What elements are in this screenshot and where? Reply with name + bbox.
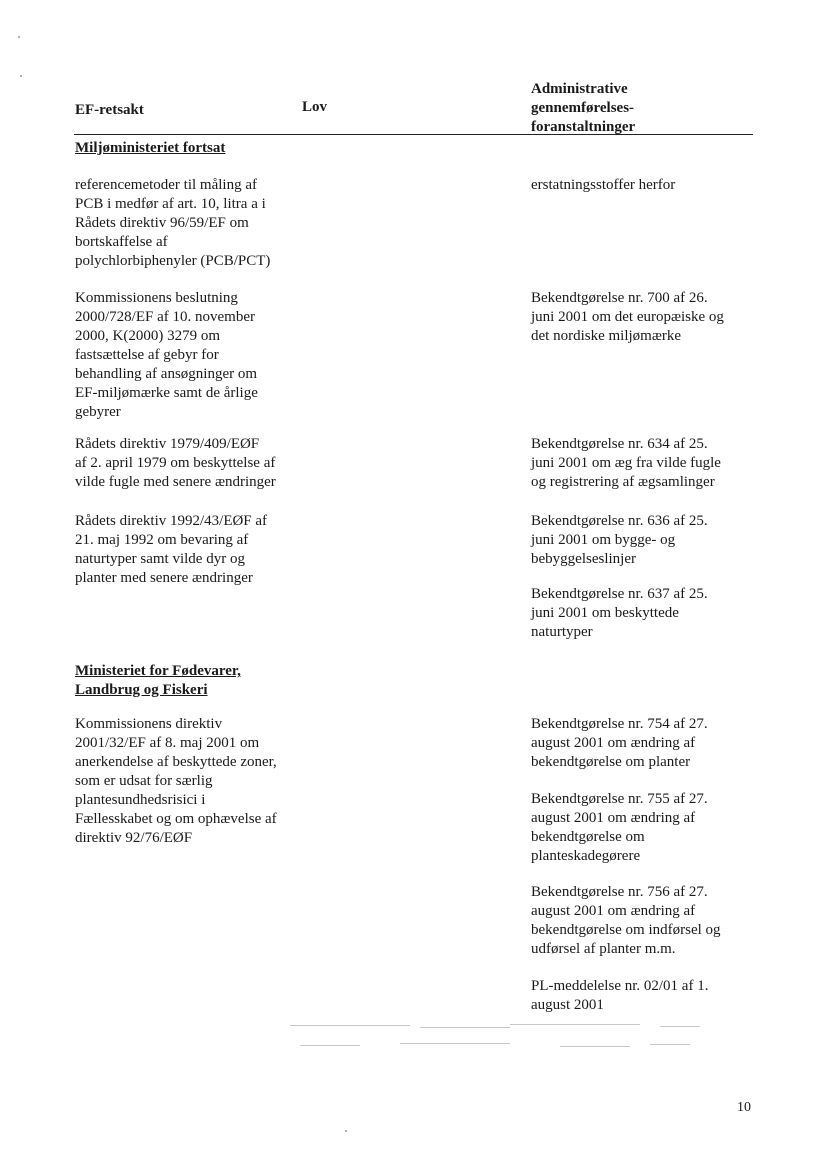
admin-measure-entry — [531, 977, 753, 1015]
text-line: Bekendtgørelse nr. 756 af 27. — [531, 884, 708, 900]
text-line: august 2001 om ændring af — [531, 810, 696, 826]
text-line: polychlorbiphenyler (PCB/PCT) — [75, 253, 271, 269]
admin-measure-entry — [531, 176, 753, 195]
scan-noise — [300, 1045, 360, 1046]
text-line: direktiv 92/76/EØF — [75, 830, 193, 846]
text-line: 2001/32/EF af 8. maj 2001 om — [75, 735, 260, 751]
text-line: Kommissionens direktiv — [75, 716, 223, 732]
text-line: naturtyper samt vilde dyr og — [75, 551, 245, 567]
text-line: naturtyper — [531, 624, 593, 640]
text-line: gebyrer — [75, 404, 121, 420]
text-line: plantesundhedsrisici i — [75, 792, 206, 808]
text-line: EF-miljømærke samt de årlige — [75, 385, 258, 401]
text-line: Rådets direktiv 96/59/EF om — [75, 215, 249, 231]
text-line: august 2001 om ændring af — [531, 735, 696, 751]
scan-noise — [400, 1043, 510, 1044]
text-line: Bekendtgørelse nr. 634 af 25. — [531, 436, 708, 452]
text-line: bekendtgørelse om planter — [531, 754, 691, 770]
section-title-fodevarer — [75, 662, 315, 700]
ef-act-entry — [75, 512, 315, 588]
ef-act-entry — [75, 435, 315, 492]
text-line: udførsel af planter m.m. — [531, 941, 676, 957]
header-col-administrative — [531, 80, 753, 137]
admin-measure-entry — [531, 585, 753, 642]
admin-measure-entry — [531, 790, 753, 866]
text-line: vilde fugle med senere ændringer — [75, 474, 276, 490]
text-line: planter med senere ændringer — [75, 570, 253, 586]
text-line: juni 2001 om bygge- og — [531, 532, 676, 548]
text-line: PL-meddelelse nr. 02/01 af 1. — [531, 978, 709, 994]
text-line: Rådets direktiv 1992/43/EØF af — [75, 513, 268, 529]
scan-noise — [420, 1027, 510, 1028]
text-line: referencemetoder til måling af — [75, 177, 257, 193]
section-title-miljoministeriet: Miljøministeriet fortsat — [75, 140, 226, 156]
text-line: bekendtgørelse om — [531, 829, 645, 845]
header-rule — [74, 134, 753, 135]
admin-measure-entry — [531, 435, 753, 492]
text-line: som er udsat for særlig — [75, 773, 213, 789]
scan-noise — [650, 1044, 690, 1045]
text-line: Bekendtgørelse nr. 637 af 25. — [531, 586, 708, 602]
admin-measure-entry — [531, 512, 753, 569]
text-line: juni 2001 om det europæiske og — [531, 309, 724, 325]
section-title-line: Landbrug og Fiskeri — [75, 682, 208, 698]
text-line: bortskaffelse af — [75, 234, 168, 250]
text-line: august 2001 — [531, 997, 604, 1013]
text-line: anerkendelse af beskyttede zoner, — [75, 754, 277, 770]
admin-measure-entry — [531, 289, 753, 346]
text-line: Bekendtgørelse nr. 636 af 25. — [531, 513, 708, 529]
header-col-lov: Lov — [302, 99, 328, 115]
ef-act-entry — [75, 289, 315, 422]
admin-measure-entry — [531, 883, 753, 959]
header-col3-line: Administrative — [531, 81, 628, 97]
text-line: 2000/728/EF af 10. november — [75, 309, 255, 325]
header-col3-line: foranstaltninger — [531, 119, 636, 135]
text-line: behandling af ansøgninger om — [75, 366, 258, 382]
text-line: Bekendtgørelse nr. 700 af 26. — [531, 290, 708, 306]
text-line: det nordiske miljømærke — [531, 328, 681, 344]
text-line: Kommissionens beslutning — [75, 290, 238, 306]
text-line: 2000, K(2000) 3279 om — [75, 328, 220, 344]
text-line: bekendtgørelse om indførsel og — [531, 922, 721, 938]
scan-speck — [18, 36, 20, 38]
ef-act-entry — [75, 176, 315, 271]
header-col3-line: gennemførelses- — [531, 100, 635, 116]
section-title-line: Ministeriet for Fødevarer, — [75, 663, 241, 679]
text-line: og registrering af ægsamlinger — [531, 474, 715, 490]
page-number: 10 — [737, 1100, 751, 1115]
text-line: Bekendtgørelse nr. 754 af 27. — [531, 716, 708, 732]
scan-noise — [510, 1024, 640, 1025]
scan-noise — [290, 1025, 410, 1026]
text-line: juni 2001 om æg fra vilde fugle — [531, 455, 721, 471]
scan-noise — [560, 1046, 630, 1047]
text-line: PCB i medfør af art. 10, litra a i — [75, 196, 266, 212]
text-line: af 2. april 1979 om beskyttelse af — [75, 455, 276, 471]
text-line: 21. maj 1992 om bevaring af — [75, 532, 249, 548]
text-line: planteskadegørere — [531, 848, 641, 864]
text-line: Bekendtgørelse nr. 755 af 27. — [531, 791, 708, 807]
text-line: bebyggelseslinjer — [531, 551, 636, 567]
scan-speck — [20, 75, 22, 77]
text-line: Fællesskabet og om ophævelse af — [75, 811, 277, 827]
ef-act-entry — [75, 715, 315, 848]
scan-noise — [660, 1026, 700, 1027]
admin-measure-entry — [531, 715, 753, 772]
scan-speck — [345, 1130, 347, 1132]
header-col-ef-retsakt: EF-retsakt — [75, 102, 144, 118]
text-line: erstatningsstoffer herfor — [531, 177, 676, 193]
text-line: august 2001 om ændring af — [531, 903, 696, 919]
text-line: Rådets direktiv 1979/409/EØF — [75, 436, 260, 452]
text-line: juni 2001 om beskyttede — [531, 605, 679, 621]
text-line: fastsættelse af gebyr for — [75, 347, 219, 363]
